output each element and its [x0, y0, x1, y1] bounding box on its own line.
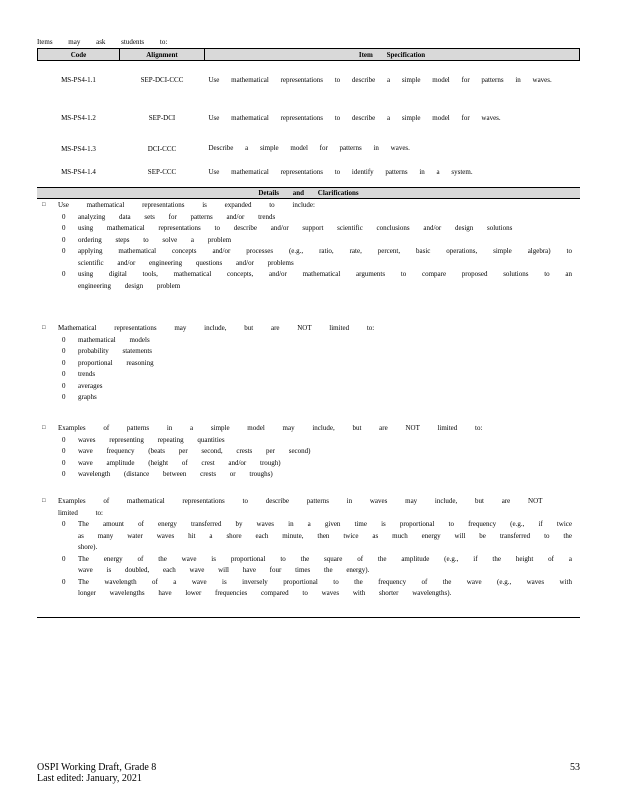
circle-bullet-icon: 0: [62, 347, 66, 355]
circle-bullet-icon: 0: [62, 470, 66, 478]
col-header-alignment: Alignment: [120, 49, 205, 61]
col-header-spec: Item Specification: [205, 49, 580, 61]
list-item: 0 wave frequency (beats per second, crests per second): [62, 446, 572, 458]
list-item: 0 mathematical models: [62, 335, 572, 347]
list-item: 0 averages: [62, 381, 572, 393]
sub-list: [42, 519, 572, 600]
sub-list: [42, 435, 572, 481]
circle-bullet-icon: 0: [62, 577, 66, 586]
row-code: MS-PS4-1.4: [38, 161, 120, 184]
section-lead: Examples of patterns in a simple model may include, but are NOT limited to:: [58, 424, 483, 432]
footer-last-edited: Last edited: January, 2021: [37, 773, 142, 784]
list-item: 0 trends: [62, 369, 572, 381]
circle-bullet-icon: 0: [62, 381, 66, 390]
row-code: MS-PS4-1.2: [38, 100, 120, 137]
row-alignment: SEP-DCI-CCC: [120, 61, 205, 100]
col-header-code: Code: [38, 49, 120, 61]
circle-bullet-icon: 0: [62, 335, 66, 344]
section-divider: [37, 617, 580, 618]
row-spec: Use mathematical representations to describe a simple model for patterns in waves.: [205, 61, 580, 100]
row-spec: Use mathematical representations to identify patterns in a system.: [205, 161, 580, 184]
circle-bullet-icon: 0: [62, 247, 66, 255]
circle-bullet-icon: 0: [62, 370, 66, 378]
list-item: 0 using digital tools, mathematical concepts, and/or mathematical arguments to compare proposed solutions to an engineering design problem: [62, 270, 572, 290]
list-item: 0 analyzing data sets for patterns and/or trends: [62, 212, 572, 224]
list-item: 0 ordering steps to solve a problem: [62, 235, 572, 247]
row-spec: Use mathematical representations to describe a simple model for waves.: [205, 100, 580, 137]
section-lead: Use mathematical representations is expanded to include:: [58, 201, 315, 209]
section-waves-examples: [42, 496, 572, 600]
list-item: 0 wavelength (distance between crests or troughs): [62, 469, 572, 481]
section-math-representations: [42, 323, 572, 404]
list-item: 0 using mathematical representations to describe and/or support scientific conclusions and/or design solutions: [62, 223, 572, 235]
list-item: 0 waves representing repeating quantities: [62, 435, 572, 447]
circle-bullet-icon: 0: [62, 270, 66, 278]
circle-bullet-icon: 0: [62, 435, 66, 444]
checkbox-bullet-icon: □: [42, 498, 46, 504]
list-item: 0 graphs: [62, 392, 572, 404]
circle-bullet-icon: 0: [62, 212, 66, 221]
section-lead: Mathematical representations may include, but are NOT limited to:: [58, 324, 375, 332]
list-item: 0 proportional reasoning: [62, 358, 572, 370]
intro-text: Items may ask students to:: [37, 38, 168, 46]
circle-bullet-icon: 0: [62, 358, 66, 367]
list-item: 0 applying mathematical concepts and/or processes (e.g., ratio, rate, percent, basic operations, simple algebra) to scientific and/or engineering questions and/or problems: [62, 247, 572, 267]
footer-draft-label: OSPI Working Draft, Grade 8: [37, 762, 157, 773]
circle-bullet-icon: 0: [62, 224, 66, 232]
sub-list: [42, 212, 572, 293]
list-item: 0 The energy of the wave is proportional to the square of the amplitude (e.g., if the height of a wave is doubled, each wave will have four times the energy).: [62, 554, 572, 574]
row-alignment: SEP-CCC: [120, 161, 205, 184]
circle-bullet-icon: 0: [62, 235, 66, 244]
circle-bullet-icon: 0: [62, 520, 66, 528]
table-row: [38, 100, 580, 137]
checkbox-bullet-icon: □: [42, 325, 46, 331]
section-lead: Examples of mathematical representations to describe patterns in waves may include, but are NOT limited to:: [58, 497, 543, 517]
section-expanded-include: [42, 200, 572, 292]
checkbox-bullet-icon: □: [42, 202, 46, 208]
details-clarifications-heading: Details and Clarifications: [37, 187, 580, 199]
circle-bullet-icon: 0: [62, 554, 66, 563]
row-spec: Describe a simple model for patterns in waves.: [205, 137, 580, 161]
checkbox-bullet-icon: □: [42, 425, 46, 431]
sub-list: [42, 335, 572, 404]
circle-bullet-icon: 0: [62, 458, 66, 467]
table-row: [38, 61, 580, 100]
item-spec-table: [37, 48, 580, 183]
row-code: MS-PS4-1.3: [38, 137, 120, 161]
list-item: 0 wave amplitude (height of crest and/or trough): [62, 458, 572, 470]
table-row: [38, 137, 580, 161]
list-item: 0 probability statements: [62, 346, 572, 358]
row-alignment: DCI-CCC: [120, 137, 205, 161]
row-code: MS-PS4-1.1: [38, 61, 120, 100]
row-alignment: SEP-DCI: [120, 100, 205, 137]
circle-bullet-icon: 0: [62, 447, 66, 455]
page-footer: [37, 762, 156, 784]
circle-bullet-icon: 0: [62, 393, 66, 401]
list-item: 0 The wavelength of a wave is inversely proportional to the frequency of the wave (e.g., waves with longer wavelengths have lower frequencies compared to waves with shorter wavelengths).: [62, 577, 572, 597]
list-item: 0 The amount of energy transferred by waves in a given time is proportional to frequency (e.g., if twice as many water waves hit a shore each minute, then twice as much energy will be transferred to the shore).: [62, 520, 572, 551]
section-patterns-examples: [42, 423, 572, 481]
page-number: 53: [570, 762, 580, 773]
table-row: [38, 161, 580, 184]
